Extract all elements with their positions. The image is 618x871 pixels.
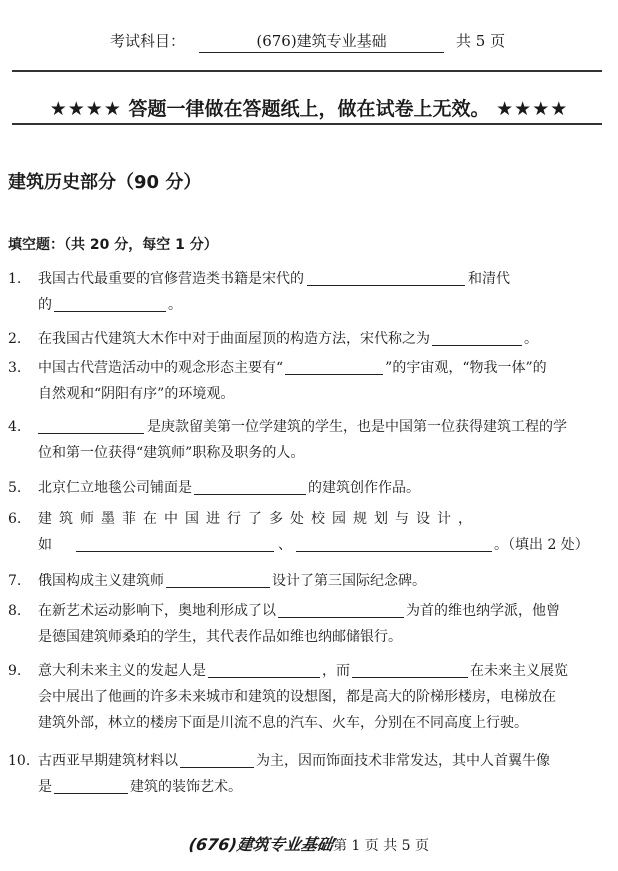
question-number: 9. xyxy=(8,663,22,679)
question-text: 在新艺术运动影响下，奥地利形成了以 xyxy=(38,603,276,619)
question-text: 北京仁立地毯公司铺面是 xyxy=(38,480,192,496)
handwritten-subject: (676)建筑专业基础 xyxy=(187,835,335,854)
header-divider xyxy=(12,70,602,72)
question-text: 自然观和“阴阳有序”的环境观。 xyxy=(38,386,235,402)
question-text: 建筑的装饰艺术。 xyxy=(130,779,242,795)
subject-name: (676)建筑专业基础 xyxy=(199,30,444,53)
subject-label: 考试科目： xyxy=(110,32,186,50)
question-text: ”的宇宙观，“物我一体”的 xyxy=(385,360,547,376)
question-text: 设计了第三国际纪念碑。 xyxy=(272,573,426,589)
question-text: 为主，因而饰面技术非常发达，其中人首翼牛像 xyxy=(256,753,550,769)
answer-blank xyxy=(194,478,306,495)
question-text: 俄国构成主义建筑师 xyxy=(38,573,164,589)
answer-blank xyxy=(432,329,522,346)
question-text: 中国古代营造活动中的观念形态主要有“ xyxy=(38,360,284,376)
question-text: 是德国建筑师桑珀的学生，其代表作品如维也纳邮储银行。 xyxy=(38,629,402,645)
answer-blank xyxy=(307,269,465,286)
question-text: 是 xyxy=(38,779,52,795)
answer-blank xyxy=(38,417,144,434)
question-text: 的建筑创作作品。 xyxy=(308,480,420,496)
question-text: 如 xyxy=(38,537,52,553)
question-text: 会中展出了他画的许多未来城市和建筑的设想图，都是高大的阶梯形楼房，电梯放在 xyxy=(38,689,556,705)
page-number: 第 1 页 共 5 页 xyxy=(332,838,430,854)
question-number: 10. xyxy=(8,753,31,769)
question-number: 8. xyxy=(8,603,22,619)
instructions: 填空题：（共 20 分，每空 1 分） xyxy=(8,237,218,253)
question-text: 。（填出 2 处） xyxy=(494,537,589,553)
question-text: 和清代 xyxy=(468,271,510,287)
question-text: 。 xyxy=(524,331,538,347)
question-text: 是庚款留美第一位学建筑的学生，也是中国第一位获得建筑工程的学 xyxy=(147,419,567,435)
banner-divider xyxy=(12,123,602,125)
question-text: 位和第一位获得“建筑师”职称及职务的人。 xyxy=(38,445,305,461)
question-number: 7. xyxy=(8,573,22,589)
page-footer xyxy=(0,832,618,855)
question-text: 建筑师墨菲在中国进行了多处校园规划与设计， xyxy=(38,511,479,527)
question-text: 意大利未来主义的发起人是 xyxy=(38,663,206,679)
question-number: 6. xyxy=(8,511,22,527)
answer-blank xyxy=(296,535,492,552)
notice-banner xyxy=(0,94,618,121)
question-number: 5. xyxy=(8,480,22,496)
question-text: 的 xyxy=(38,297,52,313)
question-text: ，而 xyxy=(322,663,350,679)
question-text: 古西亚早期建筑材料以 xyxy=(38,753,178,769)
question-number: 2. xyxy=(8,331,22,347)
answer-blank xyxy=(54,777,128,794)
question-text: 为首的维也纳学派，他曾 xyxy=(406,603,560,619)
question-text: 。 xyxy=(168,297,182,313)
answer-blank xyxy=(208,661,320,678)
question-number: 1. xyxy=(8,271,22,287)
notice-text: 答题一律做在答题纸上，做在试卷上无效。 xyxy=(128,98,490,120)
section-title: 建筑历史部分（90 分） xyxy=(8,172,202,193)
star-icon-group-left: ★★★★ xyxy=(49,98,122,120)
answer-blank xyxy=(166,571,270,588)
answer-blank xyxy=(285,358,383,375)
question-text: 我国古代最重要的官修营造类书籍是宋代的 xyxy=(38,271,304,287)
question-text: 建筑外部，林立的楼房下面是川流不息的汽车、火车，分别在不同高度上行驶。 xyxy=(38,715,528,731)
answer-blank xyxy=(54,295,166,312)
total-pages: 共 5 页 xyxy=(456,32,506,50)
question-number: 3. xyxy=(8,360,22,376)
answer-blank xyxy=(180,751,254,768)
exam-header xyxy=(110,30,550,53)
question-number: 4. xyxy=(8,419,22,435)
question-text: 、 xyxy=(278,537,292,553)
answer-blank xyxy=(278,601,404,618)
star-icon-group-right: ★★★★ xyxy=(496,98,569,120)
answer-blank xyxy=(76,535,274,552)
question-text: 在未来主义展览 xyxy=(470,663,568,679)
question-text: 在我国古代建筑大木作中对于曲面屋顶的构造方法，宋代称之为 xyxy=(38,331,430,347)
answer-blank xyxy=(352,661,468,678)
